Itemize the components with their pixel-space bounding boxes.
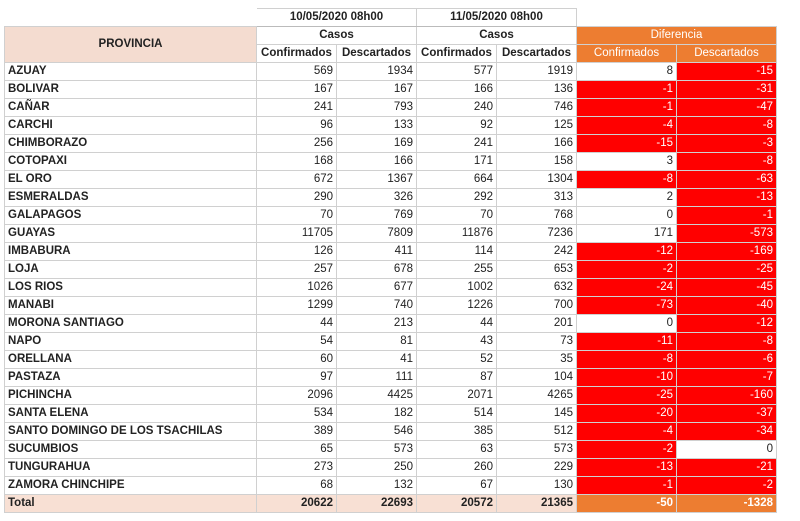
provincia-cell: GUAYAS xyxy=(5,225,257,243)
provincia-cell: NAPO xyxy=(5,333,257,351)
c2-cell: 52 xyxy=(417,351,497,369)
c1-cell: 168 xyxy=(257,153,337,171)
c1-cell: 241 xyxy=(257,99,337,117)
dd-diff-cell: -1 xyxy=(677,207,777,225)
table-row xyxy=(5,315,777,333)
dd-diff-cell: -25 xyxy=(677,261,777,279)
dif-confirmados-header: Confirmados xyxy=(577,45,677,63)
dc-diff-cell: -2 xyxy=(577,441,677,459)
table-row xyxy=(5,63,777,81)
dd-diff-cell: -7 xyxy=(677,369,777,387)
total-dc: -50 xyxy=(577,495,677,513)
d1-cell: 1367 xyxy=(337,171,417,189)
dc-diff-cell: -8 xyxy=(577,171,677,189)
dd-diff-cell: -34 xyxy=(677,423,777,441)
total-d1: 22693 xyxy=(337,495,417,513)
table-row xyxy=(5,369,777,387)
d2-cell: 7236 xyxy=(497,225,577,243)
d2-cell: 35 xyxy=(497,351,577,369)
casos-header-row xyxy=(5,27,777,45)
dc-diff-cell: -8 xyxy=(577,351,677,369)
c1-cell: 256 xyxy=(257,135,337,153)
dd-diff-cell: -40 xyxy=(677,297,777,315)
dd-diff-cell: -8 xyxy=(677,153,777,171)
provincia-cell: LOJA xyxy=(5,261,257,279)
c2-cell: 577 xyxy=(417,63,497,81)
d1-cell: 250 xyxy=(337,459,417,477)
c2-cell: 240 xyxy=(417,99,497,117)
c2-cell: 87 xyxy=(417,369,497,387)
provincia-cell: SANTO DOMINGO DE LOS TSACHILAS xyxy=(5,423,257,441)
dc-diff-cell: -1 xyxy=(577,477,677,495)
c2-cell: 514 xyxy=(417,405,497,423)
c1-cell: 60 xyxy=(257,351,337,369)
dc-diff-cell: 8 xyxy=(577,63,677,81)
descartados-1-header: Descartados xyxy=(337,45,417,63)
d1-cell: 169 xyxy=(337,135,417,153)
dc-diff-cell: -25 xyxy=(577,387,677,405)
c2-cell: 166 xyxy=(417,81,497,99)
dc-diff-cell: 0 xyxy=(577,207,677,225)
dc-diff-cell: -2 xyxy=(577,261,677,279)
dc-diff-cell: -13 xyxy=(577,459,677,477)
d2-cell: 512 xyxy=(497,423,577,441)
c1-cell: 257 xyxy=(257,261,337,279)
table-row xyxy=(5,477,777,495)
date-2-header: 11/05/2020 08h00 xyxy=(417,9,577,27)
d2-cell: 700 xyxy=(497,297,577,315)
table-row xyxy=(5,99,777,117)
c2-cell: 255 xyxy=(417,261,497,279)
dc-diff-cell: -11 xyxy=(577,333,677,351)
dc-diff-cell: 171 xyxy=(577,225,677,243)
c2-cell: 67 xyxy=(417,477,497,495)
c2-cell: 292 xyxy=(417,189,497,207)
provincia-cell: CHIMBORAZO xyxy=(5,135,257,153)
table-row xyxy=(5,135,777,153)
c1-cell: 273 xyxy=(257,459,337,477)
table-row xyxy=(5,207,777,225)
dc-diff-cell: -24 xyxy=(577,279,677,297)
d2-cell: 201 xyxy=(497,315,577,333)
d1-cell: 4425 xyxy=(337,387,417,405)
d1-cell: 166 xyxy=(337,153,417,171)
table-row xyxy=(5,243,777,261)
d2-cell: 4265 xyxy=(497,387,577,405)
blank-cell xyxy=(577,9,777,27)
d2-cell: 73 xyxy=(497,333,577,351)
table-row xyxy=(5,297,777,315)
d2-cell: 130 xyxy=(497,477,577,495)
dd-diff-cell: -12 xyxy=(677,315,777,333)
c2-cell: 43 xyxy=(417,333,497,351)
dd-diff-cell: -6 xyxy=(677,351,777,369)
d2-cell: 104 xyxy=(497,369,577,387)
c2-cell: 241 xyxy=(417,135,497,153)
d1-cell: 7809 xyxy=(337,225,417,243)
d1-cell: 546 xyxy=(337,423,417,441)
provincia-cell: IMBABURA xyxy=(5,243,257,261)
d2-cell: 158 xyxy=(497,153,577,171)
table-row xyxy=(5,171,777,189)
d2-cell: 166 xyxy=(497,135,577,153)
dc-diff-cell: -1 xyxy=(577,99,677,117)
provincia-cell: MORONA SANTIAGO xyxy=(5,315,257,333)
dd-diff-cell: -21 xyxy=(677,459,777,477)
dd-diff-cell: -573 xyxy=(677,225,777,243)
d2-cell: 573 xyxy=(497,441,577,459)
table-row xyxy=(5,351,777,369)
c1-cell: 534 xyxy=(257,405,337,423)
d1-cell: 81 xyxy=(337,333,417,351)
table-row xyxy=(5,387,777,405)
d1-cell: 326 xyxy=(337,189,417,207)
table-row xyxy=(5,459,777,477)
table-row xyxy=(5,153,777,171)
dc-diff-cell: 0 xyxy=(577,315,677,333)
casos-2-header: Casos xyxy=(417,27,577,45)
date-header-row xyxy=(5,9,777,27)
dd-diff-cell: 0 xyxy=(677,441,777,459)
provincia-cell: AZUAY xyxy=(5,63,257,81)
c2-cell: 11876 xyxy=(417,225,497,243)
total-c2: 20572 xyxy=(417,495,497,513)
c1-cell: 126 xyxy=(257,243,337,261)
c2-cell: 44 xyxy=(417,315,497,333)
c1-cell: 68 xyxy=(257,477,337,495)
c1-cell: 97 xyxy=(257,369,337,387)
d2-cell: 1304 xyxy=(497,171,577,189)
c1-cell: 11705 xyxy=(257,225,337,243)
table-row xyxy=(5,279,777,297)
d2-cell: 746 xyxy=(497,99,577,117)
c2-cell: 114 xyxy=(417,243,497,261)
confirmados-1-header: Confirmados xyxy=(257,45,337,63)
d2-cell: 768 xyxy=(497,207,577,225)
provincia-cell: LOS RIOS xyxy=(5,279,257,297)
c1-cell: 1299 xyxy=(257,297,337,315)
dd-diff-cell: -47 xyxy=(677,99,777,117)
c2-cell: 92 xyxy=(417,117,497,135)
dc-diff-cell: 3 xyxy=(577,153,677,171)
c1-cell: 96 xyxy=(257,117,337,135)
c1-cell: 1026 xyxy=(257,279,337,297)
cases-table xyxy=(4,8,777,513)
provincia-cell: TUNGURAHUA xyxy=(5,459,257,477)
d2-cell: 1919 xyxy=(497,63,577,81)
descartados-2-header: Descartados xyxy=(497,45,577,63)
c2-cell: 70 xyxy=(417,207,497,225)
total-label: Total xyxy=(5,495,257,513)
table-row xyxy=(5,441,777,459)
d2-cell: 653 xyxy=(497,261,577,279)
d2-cell: 313 xyxy=(497,189,577,207)
total-dd: -1328 xyxy=(677,495,777,513)
provincia-cell: COTOPAXI xyxy=(5,153,257,171)
d2-cell: 125 xyxy=(497,117,577,135)
d1-cell: 769 xyxy=(337,207,417,225)
table-row xyxy=(5,423,777,441)
c2-cell: 385 xyxy=(417,423,497,441)
provincia-cell: PICHINCHA xyxy=(5,387,257,405)
dd-diff-cell: -37 xyxy=(677,405,777,423)
casos-1-header: Casos xyxy=(257,27,417,45)
d1-cell: 677 xyxy=(337,279,417,297)
dd-diff-cell: -15 xyxy=(677,63,777,81)
d1-cell: 573 xyxy=(337,441,417,459)
c1-cell: 54 xyxy=(257,333,337,351)
table-row xyxy=(5,117,777,135)
total-c1: 20622 xyxy=(257,495,337,513)
c1-cell: 290 xyxy=(257,189,337,207)
dd-diff-cell: -160 xyxy=(677,387,777,405)
dd-diff-cell: -3 xyxy=(677,135,777,153)
dc-diff-cell: 2 xyxy=(577,189,677,207)
c1-cell: 389 xyxy=(257,423,337,441)
dif-descartados-header: Descartados xyxy=(677,45,777,63)
provincia-cell: EL ORO xyxy=(5,171,257,189)
c1-cell: 44 xyxy=(257,315,337,333)
c2-cell: 1226 xyxy=(417,297,497,315)
c2-cell: 664 xyxy=(417,171,497,189)
d1-cell: 167 xyxy=(337,81,417,99)
c1-cell: 569 xyxy=(257,63,337,81)
provincia-cell: SANTA ELENA xyxy=(5,405,257,423)
dd-diff-cell: -2 xyxy=(677,477,777,495)
dd-diff-cell: -169 xyxy=(677,243,777,261)
dd-diff-cell: -63 xyxy=(677,171,777,189)
d1-cell: 1934 xyxy=(337,63,417,81)
d1-cell: 41 xyxy=(337,351,417,369)
dc-diff-cell: -15 xyxy=(577,135,677,153)
provincia-cell: ZAMORA CHINCHIPE xyxy=(5,477,257,495)
c2-cell: 260 xyxy=(417,459,497,477)
provincia-header: PROVINCIA xyxy=(5,27,257,63)
dc-diff-cell: -12 xyxy=(577,243,677,261)
d2-cell: 242 xyxy=(497,243,577,261)
blank-cell xyxy=(5,9,257,27)
provincia-cell: SUCUMBIOS xyxy=(5,441,257,459)
d2-cell: 229 xyxy=(497,459,577,477)
d1-cell: 111 xyxy=(337,369,417,387)
c1-cell: 2096 xyxy=(257,387,337,405)
dd-diff-cell: -45 xyxy=(677,279,777,297)
provincia-cell: CARCHI xyxy=(5,117,257,135)
d1-cell: 411 xyxy=(337,243,417,261)
dc-diff-cell: -10 xyxy=(577,369,677,387)
dd-diff-cell: -8 xyxy=(677,117,777,135)
provincia-cell: CAÑAR xyxy=(5,99,257,117)
dc-diff-cell: -73 xyxy=(577,297,677,315)
dd-diff-cell: -13 xyxy=(677,189,777,207)
diferencia-header: Diferencia xyxy=(577,27,777,45)
d1-cell: 133 xyxy=(337,117,417,135)
table-row xyxy=(5,261,777,279)
c2-cell: 171 xyxy=(417,153,497,171)
dc-diff-cell: -20 xyxy=(577,405,677,423)
confirmados-2-header: Confirmados xyxy=(417,45,497,63)
c2-cell: 1002 xyxy=(417,279,497,297)
d1-cell: 793 xyxy=(337,99,417,117)
table-row xyxy=(5,225,777,243)
total-d2: 21365 xyxy=(497,495,577,513)
table-row xyxy=(5,189,777,207)
dc-diff-cell: -1 xyxy=(577,81,677,99)
d1-cell: 213 xyxy=(337,315,417,333)
c1-cell: 70 xyxy=(257,207,337,225)
d2-cell: 136 xyxy=(497,81,577,99)
provincia-cell: BOLIVAR xyxy=(5,81,257,99)
dc-diff-cell: -4 xyxy=(577,423,677,441)
d1-cell: 678 xyxy=(337,261,417,279)
d2-cell: 145 xyxy=(497,405,577,423)
d1-cell: 740 xyxy=(337,297,417,315)
c2-cell: 63 xyxy=(417,441,497,459)
provincia-cell: ESMERALDAS xyxy=(5,189,257,207)
date-1-header: 10/05/2020 08h00 xyxy=(257,9,417,27)
c1-cell: 672 xyxy=(257,171,337,189)
d2-cell: 632 xyxy=(497,279,577,297)
d1-cell: 182 xyxy=(337,405,417,423)
dd-diff-cell: -31 xyxy=(677,81,777,99)
provincia-cell: MANABI xyxy=(5,297,257,315)
table-row xyxy=(5,81,777,99)
table-row xyxy=(5,333,777,351)
provincia-cell: GALAPAGOS xyxy=(5,207,257,225)
d1-cell: 132 xyxy=(337,477,417,495)
provincia-cell: PASTAZA xyxy=(5,369,257,387)
dc-diff-cell: -4 xyxy=(577,117,677,135)
table-row xyxy=(5,405,777,423)
c2-cell: 2071 xyxy=(417,387,497,405)
provincia-cell: ORELLANA xyxy=(5,351,257,369)
c1-cell: 65 xyxy=(257,441,337,459)
dd-diff-cell: -8 xyxy=(677,333,777,351)
c1-cell: 167 xyxy=(257,81,337,99)
spreadsheet xyxy=(4,8,777,513)
total-row xyxy=(5,495,777,513)
